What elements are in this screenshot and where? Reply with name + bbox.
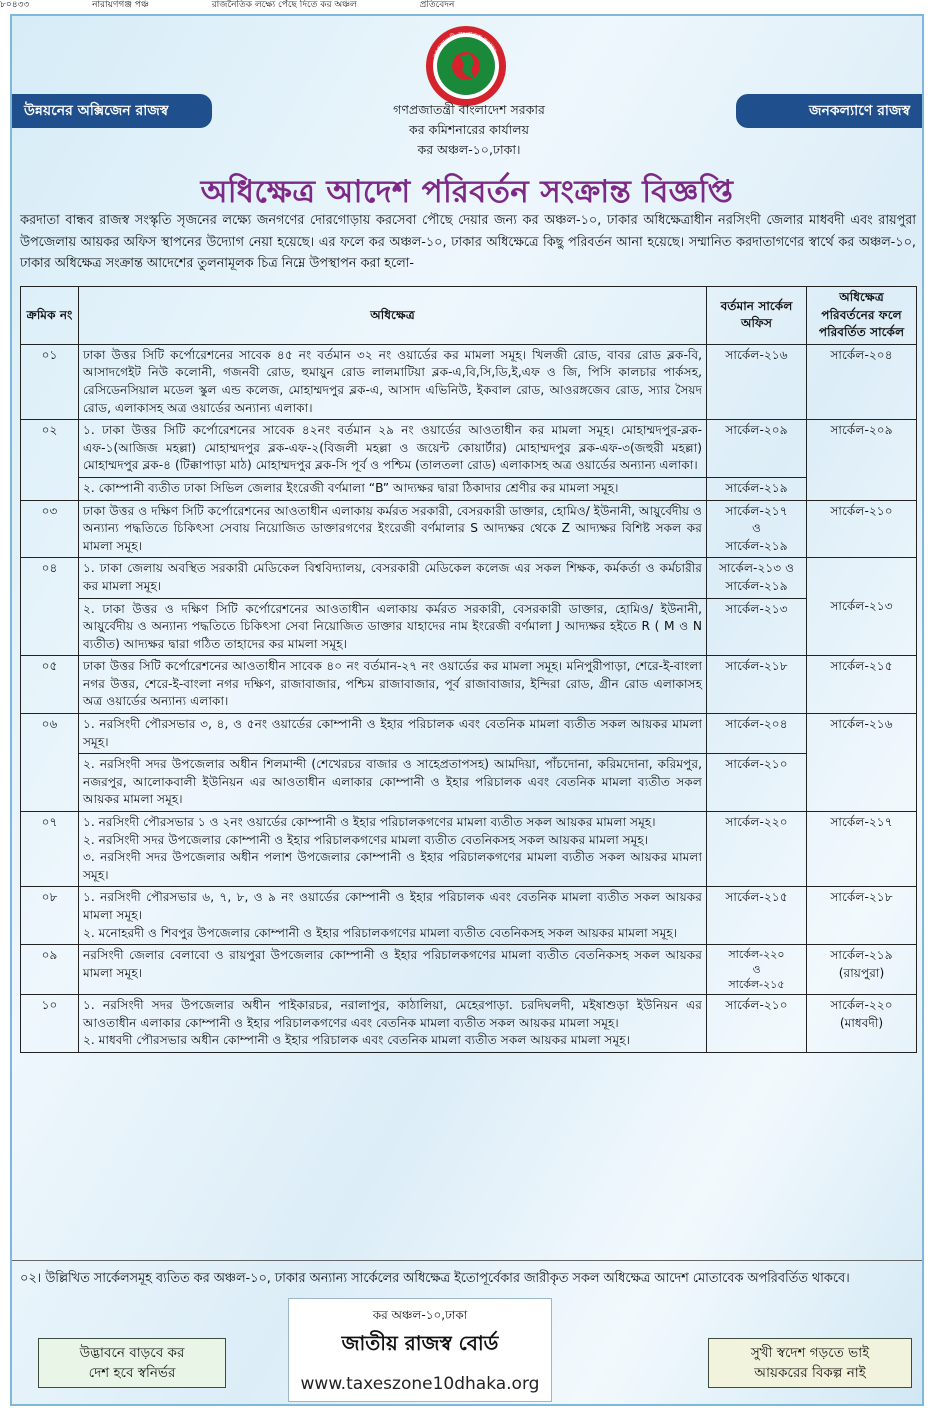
table-row (21, 598, 917, 656)
current-circle-cell: সার্কেল-২০৪ (707, 714, 807, 754)
current-circle-cell: সার্কেল-২১৩ (707, 598, 807, 656)
serial-cell: ০৬ (21, 714, 79, 812)
table-row (21, 500, 917, 558)
jurisdiction-cell: ২. ঢাকা উত্তর ও দক্ষিণ সিটি কর্পোরেশনের আওতাধীন এলাকায় কর্মরত সরকারী, বেসরকারী ডাক্তার, হোমিও/ ইউনানী, আয়ুর্বেদীয় ও অন্যান্য পদ্ধতিতে চিকিৎসা সেবা নিয়োজিত ডাক্তার যাহাদের নাম ইংরেজী বর্ণমালা J আদ্যক্ষর হইতে R ( M ও N ব্যতীত) আদ্যক্ষর দ্বারা গঠিত তাহাদের কর মামলা সমূহ। (79, 598, 707, 656)
strip-fragment: নারায়ণগঞ্জ পঞ্চ (92, 0, 149, 10)
jurisdiction-table (20, 286, 917, 1053)
new-circle-cell: সার্কেল-২০৪ (807, 344, 917, 419)
header-current-circle: বর্তমান সার্কেল অফিস (707, 287, 807, 345)
jurisdiction-cell (79, 812, 707, 887)
table-row (21, 812, 917, 887)
circle-line: সার্কেল-২২০ (728, 948, 785, 962)
slogan-tag-left: উন্নয়নের অক্সিজেন রাজস্ব (12, 94, 212, 128)
slogan-tag-right: জনকল্যাণে রাজস্ব (736, 94, 922, 128)
current-circle-cell: সার্কেল-২২০ (707, 812, 807, 887)
serial-cell: ০৭ (21, 812, 79, 887)
serial-cell: ১০ (21, 995, 79, 1053)
slogan-box-right (708, 1338, 912, 1388)
circle-line: সার্কেল-২১৯ (725, 578, 788, 593)
jurisdiction-item: ২. মাধবদী পৌরসভার অধীন কোম্পানী ও ইহার পরিচালক এবং বেতনিক মামলা ব্যতীত সকল আয়কর মামলা সমূহ। (83, 1033, 630, 1048)
jurisdiction-item: ২. নরসিংদী সদর উপজেলার কোম্পানী ও ইহার পরিচালকগণের মামলা ব্যতীত বেতনিকসহ সকল আয়কর মামলা সমূহ। (83, 832, 649, 847)
current-circle-cell (707, 558, 807, 598)
jurisdiction-item: ১. নরসিংদী সদর উপজেলার অধীন পাইকারচর, নরালাপুর, কাঠালিয়া, মেহেরপাড়া. চরদিঘলদী, মইষাশুড়া ইউনিয়ন এর আওতাধীন এলাকার কোম্পানী ও ইহার পরিচালকগণের এবং বেতনিক মামলা ব্যতীত সকল আয়কর মামলা সমূহ। (83, 998, 702, 1030)
website-link[interactable]: www.taxeszone10dhaka.org (300, 1374, 540, 1394)
jurisdiction-cell: ১. ঢাকা জেলায় অবস্থিত সরকারী মেডিকেল বিশ্ববিদ্যালয়, বেসরকারী মেডিকেল কলেজ এর সকল শিক্ষক, কর্মকর্তা ও কর্মচারীর কর মামলা সমূহ। (79, 558, 707, 598)
jurisdiction-cell: ঢাকা উত্তর সিটি কর্পোরেশনের আওতাধীন সাবেক ৪০ নং বর্তমান-২৭ নং ওয়ার্ডের কর মামলা সমূহ। মনিপুরীপাড়া, শেরে-ই-বাংলা নগর উত্তর, শেরে-ই-বাংলা নগর দক্ষিণ, রাজাবাজার, পশ্চিম রাজাবাজার, পূর্ব রাজাবাজার, ইন্দিরা রোড, গ্রীন রোড এলাকাসহ অত্র ওয়ার্ডের অন্যান্য এলাকা। (79, 656, 707, 714)
header-line-2: কর কমিশনারের কার্যালয় (409, 122, 529, 137)
newspaper-top-strip (0, 0, 936, 10)
table-row (21, 656, 917, 714)
current-circle-cell: সার্কেল-২১০ (707, 995, 807, 1053)
new-circle-cell (807, 945, 917, 995)
circle-line: (মাধবদী) (839, 1015, 884, 1030)
table-row (21, 420, 917, 478)
current-circle-cell: সার্কেল-২১৯ (707, 477, 807, 500)
issuer-box (288, 1298, 552, 1402)
circle-line: সার্কেল-২১৫ (728, 978, 785, 992)
jurisdiction-cell: ২. কোম্পানী ব্যতীত ঢাকা সিভিল জেলার ইংরেজী বর্ণমালা “B” আদ্যক্ষর দ্বারা ঠিকাদার শ্রেণীর কর মামলা সমূহ। (79, 477, 707, 500)
government-seal-icon (424, 24, 508, 108)
circle-line: সার্কেল-২২০ (830, 998, 893, 1013)
serial-cell: ০১ (21, 344, 79, 419)
jurisdiction-item: ৩. নরসিংদী সদর উপজেলার অধীন পলাশ উপজেলার কোম্পানী ও ইহার পরিচালকগণের মামলা ব্যতীত সকল আয়কর মামলা সমূহ। (83, 850, 702, 882)
circle-line: সার্কেল-২১৯ (830, 948, 893, 963)
current-circle-cell: সার্কেল-২১৫ (707, 887, 807, 945)
jurisdiction-cell: নরসিংদী জেলার বেলাবো ও রায়পুরা উপজেলার কোম্পানী ও ইহার পরিচালকগণের মামলা ব্যতীত বেতনিকসহ সকল আয়কর মামলা সমূহ। (79, 945, 707, 995)
jurisdiction-item: ২. মনোহরদী ও শিবপুর উপজেলার কোম্পানী ও ইহার পরিচালকগণের মামলা ব্যতীত বেতনিকসহ সকল আয়কর মামলা সমূহ। (83, 925, 678, 940)
circle-line: সার্কেল-২১৭ (725, 503, 788, 518)
table-row (21, 995, 917, 1053)
strip-fragment: রাজনৈতিক লক্ষ্যে পেঁছে দিতে কর অঞ্চল (211, 0, 357, 10)
new-circle-cell: সার্কেল-২১৩ (807, 558, 917, 656)
slogan-box-left (38, 1338, 226, 1388)
serial-cell: ০৪ (21, 558, 79, 656)
header-serial: ক্রমিক নং (21, 287, 79, 345)
notice-panel (10, 14, 924, 1406)
strip-fragment: প্রতিবেদন (419, 0, 455, 10)
new-circle-cell: সার্কেল-২১৮ (807, 887, 917, 945)
circle-line: সার্কেল-২১৩ ও (718, 561, 795, 576)
header-line-3: কর অঞ্চল-১০,ঢাকা। (417, 142, 521, 157)
jurisdiction-cell (79, 887, 707, 945)
jurisdiction-item: ১. নরসিংদী পৌরসভার ৬, ৭, ৮, ও ৯ নং ওয়ার্ডের কোম্পানী ও ইহার পরিচালক এবং বেতনিক মামলা ব্যতীত সকল আয়কর মামলা সমূহ। (83, 890, 702, 922)
header-new-circle: অধিক্ষেত্র পরিবর্তনের ফলে পরিবর্তিত সার্কেল (807, 287, 917, 345)
intro-paragraph: করদাতা বান্ধব রাজস্ব সংস্কৃতি সৃজনের লক্ষ্যে জনগণের দোরগোড়ায় করসেবা পৌছে দেয়ার জন্য কর অঞ্চল-১০, ঢাকার অধিক্ষেত্রাধীন নরসিংদী জেলার মাধবদী এবং রায়পুরা উপজেলায় আয়কর অফিস স্থাপনের উদ্যোগ নেয়া হয়েছে। এর ফলে কর অঞ্চল-১০, ঢাকার অধিক্ষেত্রে কিছু পরিবর্তন আনা হয়েছে। সম্মানিত করদাতাগণের স্বার্থে কর অঞ্চল-১০, ঢাকার অধিক্ষেত্র সংক্রান্ত আদেশের তুলনামূলক চিত্র নিম্নে উপস্থাপন করা হলো- (20, 213, 916, 271)
serial-cell: ০৩ (21, 500, 79, 558)
serial-cell: ০৮ (21, 887, 79, 945)
serial-cell: ০২ (21, 420, 79, 500)
circle-line: ও (752, 521, 761, 536)
new-circle-cell: সার্কেল-২১০ (807, 500, 917, 558)
new-circle-cell: সার্কেল-২১৭ (807, 812, 917, 887)
table-row (21, 887, 917, 945)
current-circle-cell (707, 945, 807, 995)
jurisdiction-item: ১. নরসিংদী পৌরসভার ১ ও ২নং ওয়ার্ডের কোম্পানী ও ইহার পরিচালকগণের মামলা ব্যতীত সকল আয়কর মামলা সমূহ। (83, 815, 656, 830)
jurisdiction-cell: ১. নরসিংদী পৌরসভার ৩, ৪, ও ৫নং ওয়ার্ডের কোম্পানী ও ইহার পরিচালক এবং বেতনিক মামলা ব্যতীত সকল আয়কর মামলা সমূহ। (79, 714, 707, 754)
circle-line: (রায়পুরা) (838, 965, 885, 980)
table-row (21, 945, 917, 995)
current-circle-cell: সার্কেল-২১৮ (707, 656, 807, 714)
current-circle-cell: সার্কেল-২১৬ (707, 344, 807, 419)
new-circle-cell (807, 995, 917, 1053)
issuer-board: জাতীয় রাজস্ব বোর্ড (341, 1331, 499, 1355)
circle-line: সার্কেল-২১৯ (725, 538, 788, 553)
table-row (21, 714, 917, 754)
jurisdiction-cell: ২. নরসিংদী সদর উপজেলার অধীন শিলমান্দী (শেখেরচর বাজার ও সাহেপ্রতাপসহ) আমদিয়া, পাঁচদোনা, করিমদোনা, করিমপুর, নজরপুর, আলোকবালী ইউনিয়ন এর আওতাধীন এলাকার কোম্পানী ও ইহার পরিচালক এবং বেতনিক মামলা ব্যতীত সকল আয়কর মামলা সমূহ। (79, 754, 707, 812)
table-header-row (21, 287, 917, 345)
current-circle-cell: সার্কেল-২০৯ (707, 420, 807, 478)
table-row (21, 344, 917, 419)
notice-title: অধিক্ষেত্র আদেশ পরিবর্তন সংক্রান্ত বিজ্ঞপ্তি (200, 174, 734, 210)
new-circle-cell: সার্কেল-২১৫ (807, 656, 917, 714)
table-row (21, 477, 917, 500)
table-row (21, 754, 917, 812)
seal-text: গণপ্রজাতন্ত্রী বাংলাদেশ সরকার (432, 30, 498, 60)
jurisdiction-cell: ১. ঢাকা উত্তর সিটি কর্পোরেশনের সাবেক ৪২নং বর্তমান ২৯ নং ওয়ার্ডের আওতাধীন কর মামলা সমূহ। মোহাম্মদপুর-ব্লক-এফ-১(আজিজ মহল্লা) মোহাম্মদপুর ব্লক-এফ-২(বিজলী মহল্লা ও জয়েন্ট কোয়ার্টার) মোহাম্মদপুর ব্লক-এফ-৩(জহুরী মহল্লা) মোহাম্মদপুর ব্লক-৪ (টিক্কাপাড়া মাঠ) মোহাম্মদপুর ব্লক-সি পূর্ব ও পশ্চিম (তালতলা রোড) এলাকাসহ অত্র ওয়ার্ডের অন্যান্য এলাকা। (79, 420, 707, 478)
serial-cell: ০৫ (21, 656, 79, 714)
jurisdiction-cell: ঢাকা উত্তর সিটি কর্পোরেশনের সাবেক ৪৫ নং বর্তমান ৩২ নং ওয়ার্ডের কর মামলা সমূহ। খিলজী রোড, বাবর রোড ব্লক-বি, আসাদগেইট নিউ কলোনী, গজনবী রোড, হুমায়ুন রোড লালমাটিয়া ব্লক-এ,বি,সি,ডি,ই,এফ ও জি, পিসি কালচার পার্কসহ, রেসিডেনসিয়াল মডেল স্কুল এন্ড কলেজ, মোহাম্মদপুর ব্লক-এ, আসাদ এভিনিউ, ইকবাল রোড, আওরঙ্গজেব রোড, স্যার সৈয়দ রোড, এলাকাসহ অত্র ওয়ার্ডের অন্যান্য এলাকা। (79, 344, 707, 419)
new-circle-cell: সার্কেল-২০৯ (807, 420, 917, 500)
header-jurisdiction: অধিক্ষেত্র (79, 287, 707, 345)
slogan-line: উদ্ভাবনে বাড়বে কর (79, 1345, 185, 1361)
slogan-line: আয়করের বিকল্প নাই (754, 1365, 866, 1381)
circle-line: ও (752, 963, 761, 977)
header-line-1: গণপ্রজাতন্ত্রী বাংলাদেশ সরকার (393, 102, 545, 117)
slogan-line: সুখী স্বদেশ গড়তে ভাই (750, 1345, 870, 1361)
current-circle-cell: সার্কেল-২১০ (707, 754, 807, 812)
jurisdiction-cell: ঢাকা উত্তর ও দক্ষিণ সিটি কর্পোরেশনের আওতাধীন এলাকায় কর্মরত সরকারী, বেসরকারী ডাক্তার, হোমিও/ ইউনানী, আয়ুর্বেদীয় ও অন্যান্য পদ্ধতিতে চিকিৎসা সেবায় নিয়োজিত ডাক্তারগণের ইংরেজী বর্ণমালার S আদ্যক্ষর থেকে Z আদ্যক্ষর বিশিষ্ট সকল কর মামলা সমূহ। (79, 500, 707, 558)
current-circle-cell (707, 500, 807, 558)
divider (12, 1260, 922, 1261)
closing-paragraph: ০২। উল্লিখিত সার্কেলসমূহ ব্যতিত কর অঞ্চল-১০, ঢাকার অন্যান্য সার্কেলের অধিক্ষেত্র ইতোপূর্বেকার জারীকৃত সকল অধিক্ষেত্র আদেশ মোতাবেক অপরিবর্তিত থাকবে। (20, 1271, 850, 1286)
slogan-line: দেশ হবে স্বনির্ভর (88, 1365, 176, 1381)
strip-fragment: ৮০৪৩৩ (0, 0, 30, 10)
new-circle-cell: সার্কেল-২১৬ (807, 714, 917, 812)
jurisdiction-cell (79, 995, 707, 1053)
issuer-office: কর অঞ্চল-১০,ঢাকা (372, 1308, 468, 1322)
table-row (21, 558, 917, 598)
serial-cell: ০৯ (21, 945, 79, 995)
